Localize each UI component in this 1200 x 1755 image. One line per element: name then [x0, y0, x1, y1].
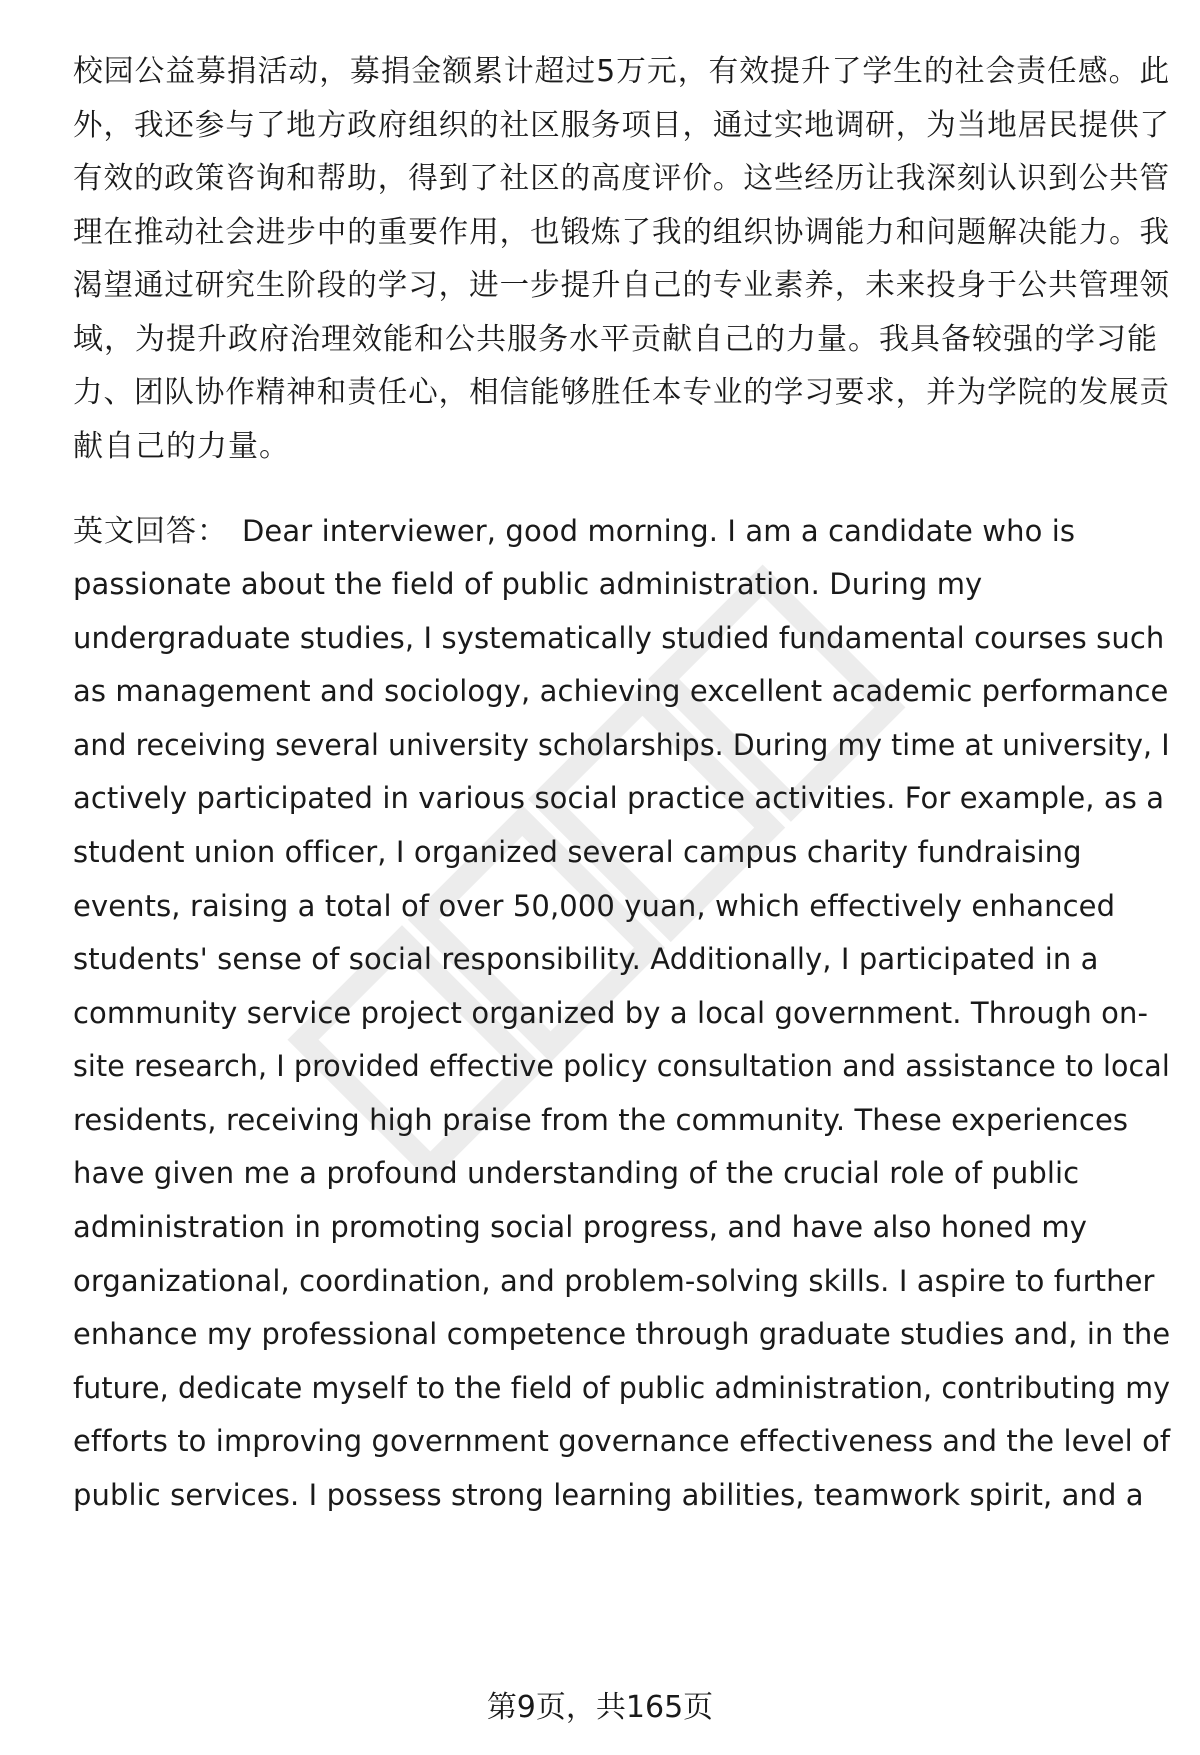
english-text-line: organizational, coordination, and problem-solving skills. I aspire to further: [73, 1264, 1155, 1298]
english-text-line: and receiving several university scholarships. During my time at university, I: [73, 728, 1170, 762]
english-text-line: public services. I possess strong learning abilities, teamwork spirit, and a: [73, 1478, 1144, 1512]
english-text-line: efforts to improving government governance effectiveness and the level of: [73, 1424, 1171, 1458]
chinese-text-line: 力、团队协作精神和责任心，相信能够胜任本专业的学习要求，并为学院的发展贡: [73, 375, 1171, 410]
chinese-text-line: 域，为提升政府治理效能和公共服务水平贡献自己的力量。我具备较强的学习能: [73, 322, 1158, 357]
chinese-text-line: 外，我还参与了地方政府组织的社区服务项目，通过实地调研，为当地居民提供了: [73, 108, 1171, 143]
english-text-line: community service project organized by a local government. Through on-: [73, 996, 1149, 1030]
chinese-text-line: 有效的政策咨询和帮助，得到了社区的高度评价。这些经历让我深刻认识到公共管: [73, 161, 1171, 196]
english-text-line: enhance my professional competence through graduate studies and, in the: [73, 1317, 1171, 1351]
english-text-line: future, dedicate myself to the field of public administration, contributing my: [73, 1371, 1171, 1405]
english-text-line: Dear interviewer, good morning. I am a candidate who is: [242, 514, 1076, 548]
chinese-text-line: 献自己的力量。: [73, 429, 290, 464]
chinese-text-line: 理在推动社会进步中的重要作用，也锻炼了我的组织协调能力和问题解决能力。我: [73, 215, 1171, 250]
chinese-text-line: 渴望通过研究生阶段的学习，进一步提升自己的专业素养，未来投身于公共管理领: [73, 268, 1171, 303]
page-number-footer: 第9页，共165页: [486, 1690, 714, 1725]
english-text-line: undergraduate studies, I systematically studied fundamental courses such: [73, 621, 1165, 655]
english-text-line: students' sense of social responsibility. Additionally, I participated in a: [73, 942, 1099, 976]
english-text-line: as management and sociology, achieving excellent academic performance: [73, 674, 1169, 708]
english-text-line: have given me a profound understanding of the crucial role of public: [73, 1156, 1080, 1190]
english-text-line: actively participated in various social practice activities. For example, as a: [73, 781, 1165, 815]
english-answer-first-line: [73, 511, 1075, 552]
english-answer-label: 英文回答：: [73, 514, 228, 549]
english-text-line: student union officer, I organized several campus charity fundraising: [73, 835, 1082, 869]
english-text-line: passionate about the field of public administration. During my: [73, 567, 983, 601]
english-text-line: events, raising a total of over 50,000 yuan, which effectively enhanced: [73, 889, 1116, 923]
english-text-line: residents, receiving high praise from the community. These experiences: [73, 1103, 1129, 1137]
english-text-line: site research, I provided effective policy consultation and assistance to local: [73, 1049, 1170, 1083]
english-text-line: administration in promoting social progress, and have also honed my: [73, 1210, 1088, 1244]
chinese-text-line: 校园公益募捐活动，募捐金额累计超过5万元，有效提升了学生的社会责任感。此: [73, 54, 1171, 89]
